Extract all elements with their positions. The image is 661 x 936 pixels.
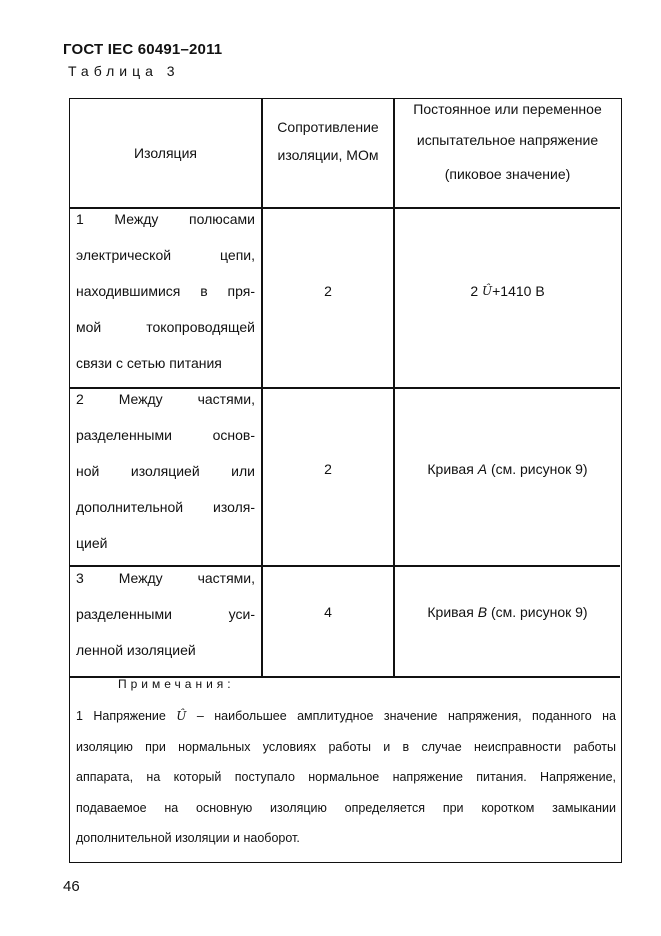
row-2-insulation xyxy=(76,381,255,561)
row-2-line: 2 Между частями, xyxy=(76,391,255,407)
row-2-curve-letter: А xyxy=(477,461,488,477)
row-2-line: цией xyxy=(76,535,108,551)
page-number: 46 xyxy=(63,878,80,895)
row-1-line: связи с сетью питания xyxy=(76,355,222,371)
row-2-voltage-word: Кривая xyxy=(427,461,474,477)
row-3-resistance: 4 xyxy=(324,604,332,620)
table-3 xyxy=(69,98,622,863)
note-line-4: подаваемое на основную изоляцию определяется при коротком замыкании xyxy=(76,800,616,815)
header-resistance-line-1: Сопротивление xyxy=(277,119,379,135)
notes-title: Примечания: xyxy=(118,677,235,691)
row-1-line: 1 Между полюсами xyxy=(76,211,255,227)
row-1-resistance: 2 xyxy=(324,283,332,299)
header-resistance-line-2: изоляции, МОм xyxy=(277,147,379,163)
note-line-1 xyxy=(76,701,616,732)
table-caption: Таблица 3 xyxy=(68,63,180,79)
row-3-insulation xyxy=(76,560,255,668)
row-1-voltage-prefix: 2 xyxy=(470,283,479,299)
row-3-line: разделенными уси- xyxy=(76,606,255,622)
header-resistance xyxy=(263,113,393,169)
row-3-curve-letter: В xyxy=(477,604,488,620)
u-hat-symbol: Û xyxy=(176,709,187,723)
row-2-voltage-rest: (см. рисунок 9) xyxy=(490,461,588,477)
header-voltage-line-3: (пиковое значение) xyxy=(444,166,571,182)
row-1-line: мой токопроводящей xyxy=(76,319,255,335)
row-3-voltage xyxy=(395,602,620,622)
row-3-voltage-word: Кривая xyxy=(427,604,474,620)
header-voltage-line-1: Постоянное или переменное xyxy=(413,101,602,117)
row-1-line: электрической цепи, xyxy=(76,247,255,263)
note-line-3: аппарата, на который поступало нормальное напряжение питания. Напряжение, xyxy=(76,770,616,784)
notes-body xyxy=(76,701,616,854)
row-2-resistance: 2 xyxy=(324,461,332,477)
header-voltage-line-2: испытательное напряжение xyxy=(416,132,599,148)
row-3-voltage-rest: (см. рисунок 9) xyxy=(490,604,588,620)
row-3-line: ленной изоляцией xyxy=(76,642,196,658)
row-2-line: дополнительной изоля- xyxy=(76,499,255,515)
row-2-line: разделенными основ- xyxy=(76,427,255,443)
row-2-voltage xyxy=(395,459,620,479)
header-insulation xyxy=(70,99,261,207)
row-1-voltage xyxy=(395,281,620,301)
note-1-start: 1 Напряжение xyxy=(76,709,166,723)
row-2-line: ной изоляцией или xyxy=(76,463,255,479)
header-insulation-text: Изоляция xyxy=(134,145,197,161)
note-1-rest: – наибольшее амплитудное значение напряжения, поданного на xyxy=(196,709,616,723)
u-hat-symbol: Û xyxy=(482,284,493,298)
row-1-insulation xyxy=(76,201,255,381)
standard-header: ГОСТ IEC 60491–2011 xyxy=(63,41,223,58)
row-1-line: находившимися в пря- xyxy=(76,283,255,299)
note-line-5: дополнительной изоляции и наоборот. xyxy=(76,831,300,845)
header-voltage xyxy=(395,99,620,189)
note-line-2: изоляцию при нормальных условиях работы и в случае неисправности работы xyxy=(76,739,616,754)
row-1-voltage-suffix: +1410 В xyxy=(492,283,545,299)
row-3-line: 3 Между частями, xyxy=(76,570,255,586)
